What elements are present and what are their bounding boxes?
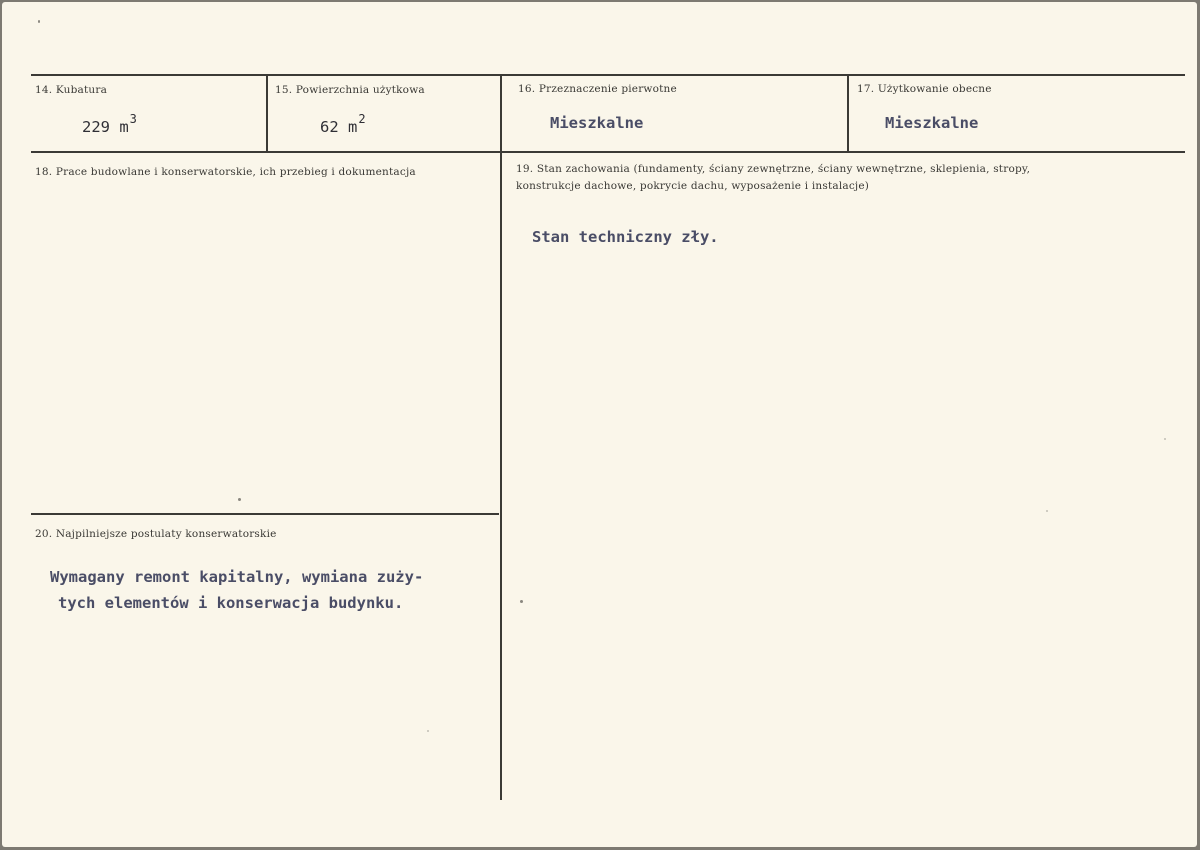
field-19-value: Stan techniczny zły.: [532, 228, 719, 246]
field-20-label: 20. Najpilniejsze postulaty konserwatorskie: [35, 528, 277, 540]
field-17-value: Mieszkalne: [885, 114, 979, 132]
field-14-number: 229 m: [82, 118, 129, 136]
field-14-exponent: 3: [129, 112, 137, 126]
field-20-value-line2: tych elementów i konserwacja budynku.: [58, 594, 404, 612]
paper-speck: [238, 498, 241, 501]
field-15-value: [320, 114, 366, 141]
field-20-value-line1: Wymagany remont kapitalny, wymiana zuży-: [50, 568, 424, 586]
paper-speck: [1046, 510, 1048, 512]
field-18-label: 18. Prace budowlane i konserwatorskie, ich przebieg i dokumentacja: [35, 166, 416, 178]
field-17-label: 17. Użytkowanie obecne: [857, 83, 992, 95]
field-16-label: 16. Przeznaczenie pierwotne: [518, 83, 677, 95]
section-rule-left: [31, 513, 499, 515]
field-16-value: Mieszkalne: [550, 114, 644, 132]
field-14-value: [82, 114, 137, 141]
field-15-number: 62 m: [320, 118, 358, 136]
paper-speck: [427, 730, 429, 732]
top-rule: [31, 74, 1185, 76]
record-card: [2, 2, 1197, 847]
row-rule: [31, 151, 1185, 153]
paper-speck: [1164, 438, 1166, 440]
paper-speck: [38, 20, 40, 23]
paper-speck: [520, 600, 523, 603]
field-19-label-line2: konstrukcje dachowe, pokrycie dachu, wyposażenie i instalacje): [516, 180, 870, 192]
field-19-label-line1: 19. Stan zachowania (fundamenty, ściany zewnętrzne, ściany wewnętrzne, sklepienia, stropy,: [516, 163, 1031, 175]
field-15-exponent: 2: [358, 112, 366, 126]
divider-16-17: [847, 75, 849, 152]
divider-16-main: [500, 75, 502, 800]
field-15-label: 15. Powierzchnia użytkowa: [275, 84, 425, 96]
field-14-label: 14. Kubatura: [35, 84, 108, 96]
divider-14-15: [266, 75, 268, 152]
